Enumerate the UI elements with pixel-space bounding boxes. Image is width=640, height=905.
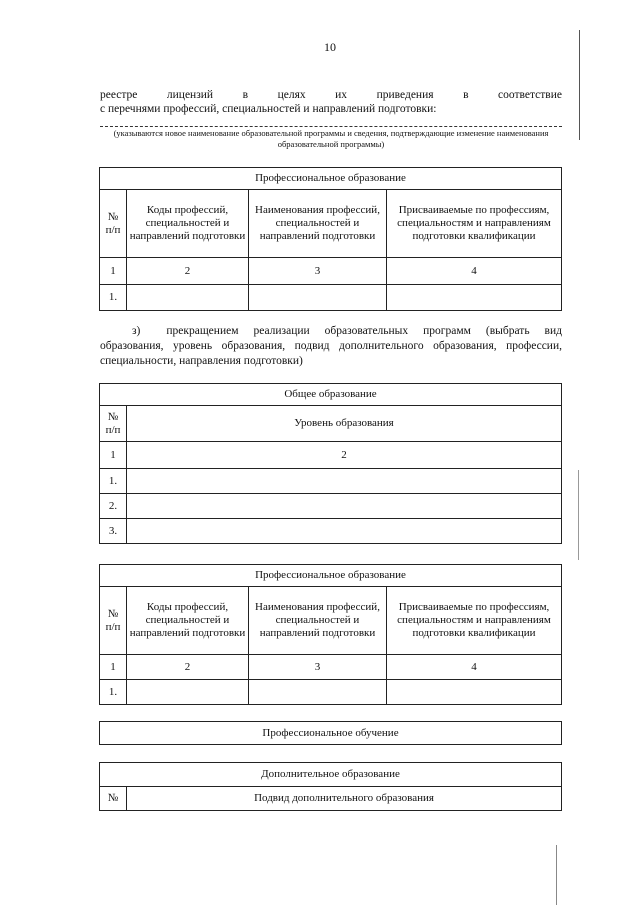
row-number-cell: 1. — [100, 285, 127, 311]
intro-line-1 — [100, 88, 562, 102]
table-caption: Профессиональное обучение — [100, 722, 562, 745]
index-cell: 4 — [387, 655, 562, 680]
table-row — [100, 258, 562, 285]
header-cell: № п/п — [100, 587, 127, 655]
row-number-cell: 1. — [100, 469, 127, 494]
row-number-cell: 3. — [100, 519, 127, 544]
header-cell: Присваиваемые по профессиям, специальностям и направлениям подготовки квалификации — [387, 587, 562, 655]
index-cell: 2 — [127, 655, 249, 680]
row-number-cell: 1. — [100, 680, 127, 705]
index-cell: 3 — [249, 655, 387, 680]
data-cell[interactable] — [387, 680, 562, 705]
scan-edge-line — [579, 30, 580, 140]
table-professional-education-2 — [99, 564, 562, 705]
table-professional-training — [99, 721, 562, 745]
index-cell: 1 — [100, 258, 127, 285]
data-cell[interactable] — [127, 285, 249, 311]
table-caption: Профессиональное образование — [100, 565, 562, 587]
scan-edge-line — [578, 470, 579, 560]
table-row — [100, 655, 562, 680]
table-additional-education — [99, 762, 562, 811]
index-cell: 2 — [127, 258, 249, 285]
table-professional-education-1 — [99, 167, 562, 311]
data-cell[interactable] — [249, 285, 387, 311]
row-number-cell: 2. — [100, 494, 127, 519]
table-row — [100, 285, 562, 311]
header-cell: Уровень образования — [127, 406, 562, 442]
index-cell: 2 — [127, 442, 562, 469]
section-z-text: прекращением реализации образовательных программ (выбрать вид образования, уровень образования, подвид дополнительного образования, профессии, специальности, направления подготовки) — [100, 325, 562, 367]
scan-edge-line — [556, 845, 557, 905]
section-z — [100, 324, 562, 369]
index-cell: 3 — [249, 258, 387, 285]
intro-note: (указываются новое наименование образовательной программы и сведения, подтверждающие изменение наименования образовательной программы) — [113, 128, 549, 149]
index-cell: 1 — [100, 442, 127, 469]
intro-word: их — [335, 89, 348, 101]
section-z-label: з) — [132, 325, 141, 337]
data-cell[interactable] — [127, 469, 562, 494]
intro-word: лицензий — [166, 89, 214, 101]
table-caption: Общее образование — [100, 384, 562, 406]
data-cell[interactable] — [127, 680, 249, 705]
table-row — [100, 680, 562, 705]
table-row — [100, 442, 562, 469]
data-cell[interactable] — [249, 680, 387, 705]
header-cell: Коды профессий, специальностей и направлений подготовки — [127, 190, 249, 258]
header-cell: Присваиваемые по профессиям, специальностям и направлениям подготовки квалификации — [387, 190, 562, 258]
intro-line-2: с перечнями профессий, специальностей и направлений подготовки: — [100, 103, 437, 115]
table-caption: Профессиональное образование — [100, 168, 562, 190]
data-cell[interactable] — [387, 285, 562, 311]
header-cell: № п/п — [100, 190, 127, 258]
header-cell: Наименования профессий, специальностей и направлений подготовки — [249, 587, 387, 655]
data-cell[interactable] — [127, 519, 562, 544]
intro-word: соответствие — [498, 89, 562, 101]
header-cell: № п/п — [100, 406, 127, 442]
divider — [100, 126, 562, 127]
table-row — [100, 469, 562, 494]
header-cell: № — [100, 787, 127, 811]
intro-word: реестре — [100, 89, 138, 101]
table-general-education — [99, 383, 562, 544]
data-cell[interactable] — [127, 494, 562, 519]
index-cell: 1 — [100, 655, 127, 680]
page-number: 10 — [324, 40, 336, 54]
intro-word: целях — [277, 89, 306, 101]
header-cell: Наименования профессий, специальностей и направлений подготовки — [249, 190, 387, 258]
header-cell: Коды профессий, специальностей и направлений подготовки — [127, 587, 249, 655]
table-row — [100, 519, 562, 544]
index-cell: 4 — [387, 258, 562, 285]
intro-word: в — [242, 89, 249, 101]
table-caption: Дополнительное образование — [100, 763, 562, 787]
table-row — [100, 494, 562, 519]
intro-word: приведения — [376, 89, 434, 101]
header-cell: Подвид дополнительного образования — [127, 787, 562, 811]
intro-word: в — [463, 89, 469, 101]
